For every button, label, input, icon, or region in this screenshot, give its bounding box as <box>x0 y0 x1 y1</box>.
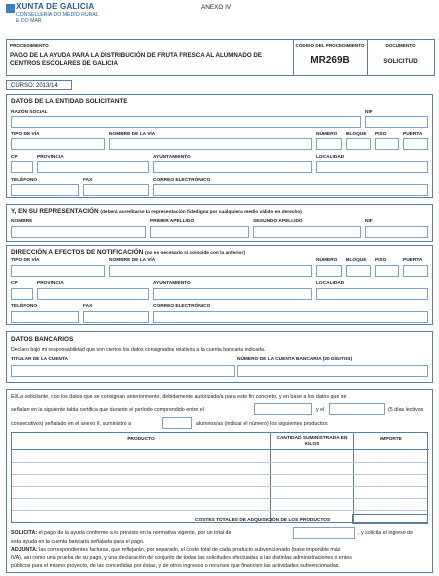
cuenta-input[interactable] <box>237 365 428 377</box>
not-ayuntamiento-label: AYUNTAMIENTO <box>153 281 191 286</box>
solicita-total-input[interactable] <box>293 527 355 539</box>
table-row-line <box>12 474 427 475</box>
decl-line2c: (5 días lectivos <box>388 407 424 413</box>
xunta-logo-icon <box>6 4 15 13</box>
not-fax-label: FAX <box>83 304 93 309</box>
procedure-header <box>6 39 435 76</box>
fecha-fin-input[interactable] <box>329 403 385 415</box>
cuenta-label: NÚMERO DE LA CUENTA BANCARIA (20 DÍGITOS) <box>237 357 353 362</box>
logo-line2: E DO MAR <box>16 18 42 24</box>
documento-value: SOLICITUD <box>383 58 418 65</box>
table-row-line <box>12 498 427 499</box>
not-telefono-input[interactable] <box>11 311 79 323</box>
bancarios-section <box>6 331 433 383</box>
not-provincia-label: PROVINCIA <box>37 281 64 286</box>
numero-input[interactable] <box>316 138 342 150</box>
table-row-line <box>12 486 427 487</box>
solicita-text3: esta ayuda en la cuenta bancaria señalada para el pago. <box>11 539 145 545</box>
solicita-label: SOLICITA: <box>11 530 38 536</box>
rep-primer-label: PRIMER APELLIDO <box>150 219 195 224</box>
documento-label: DOCUMENTO <box>385 43 416 48</box>
entidad-section <box>6 94 433 198</box>
col-importe-header: IMPORTE <box>380 437 402 442</box>
not-bloque-label: BLOQUE <box>346 258 367 263</box>
not-telefono-label: TELÉFONO <box>11 304 38 309</box>
costes-totales-label: COSTES TOTALES DE ADQUISICIÓN DE LOS PRODUCTOS <box>195 518 331 523</box>
solicita-line1 <box>11 530 231 536</box>
rep-nif-label: NIF <box>365 219 373 224</box>
adjunta-text1: las correspondientes facturas, que reflejarán, por separado, el coste total de cada producto subvencionado (base imponible más <box>39 547 341 553</box>
procedimiento-label: PROCEDIMIENTO <box>10 43 49 48</box>
piso-label: PISO <box>375 132 387 137</box>
solicita-text2: , y solicita el ingreso de <box>358 530 414 536</box>
nif-label: NIF <box>365 110 373 115</box>
rep-primer-input[interactable] <box>150 226 249 238</box>
bloque-input[interactable] <box>346 138 371 150</box>
anexo-label: ANEXO IV <box>201 4 232 11</box>
adjunta-text2: IVA), así como una prueba de su pago, y una declaración de conjunto de todas las solicitudes efectuadas a las distintas administraciones o entes <box>11 555 352 561</box>
decl-line1: El/La solicitante, con los datos que se consignan anteriormente, debidamente autorizado/a para este fin concreto, y en base a los datos que se <box>11 394 347 400</box>
not-bloque-input[interactable] <box>346 265 371 277</box>
not-piso-label: PISO <box>375 258 387 263</box>
correo-input[interactable] <box>153 184 428 196</box>
localidad-label: LOCALIDAD <box>316 155 345 160</box>
declaracion-section <box>6 389 433 573</box>
notificacion-title-text: DIRECCIÓN A EFECTOS DE NOTIFICACIÓN <box>11 249 144 256</box>
fecha-inicio-input[interactable] <box>254 403 312 415</box>
not-tipo-via-input[interactable] <box>11 265 105 277</box>
not-nombre-via-label: NOMBRE DE LA VÍA <box>109 258 156 263</box>
numero-label: NÚMERO <box>316 132 338 137</box>
cp-input[interactable] <box>11 161 33 173</box>
puerta-input[interactable] <box>403 138 428 150</box>
procedimiento-text: PAGO DE LA AYUDA PARA LA DISTRIBUCIÓN DE FRUTA FRESCA AL ALUMNADO DE CENTROS ESCOLARES DE GALICIA <box>10 52 262 67</box>
correo-label: CORREO ELECTRÓNICO <box>153 178 211 183</box>
bancarios-title: DATOS BANCARIOS <box>11 336 74 343</box>
codigo-label: CÓDIGO DEL PROCEDIMIENTO <box>295 43 365 48</box>
ayuntamiento-input[interactable] <box>153 161 312 173</box>
ayuntamiento-label: AYUNTAMIENTO <box>153 155 191 160</box>
not-puerta-label: PUERTA <box>403 258 423 263</box>
rep-nombre-label: NOMBRE <box>11 219 33 224</box>
not-tipo-via-label: TIPO DE VÍA <box>11 258 40 263</box>
representacion-note: (deberá acreditarse la representación fidedigna por cualquiera medio válido en derecho) <box>100 210 302 215</box>
bancarios-declaro: Declaro bajo mi responsabilidad que son ciertos los datos consignados relativos a la cuenta bancaria indicada. <box>11 347 266 353</box>
procedimiento-cell <box>7 40 294 75</box>
telefono-label: TELÉFONO <box>11 178 38 183</box>
col-cantidad-header: CANTIDAD SUMINISTRADA EN KILOS <box>276 436 348 447</box>
not-ayuntamiento-input[interactable] <box>153 288 312 300</box>
not-cp-input[interactable] <box>11 288 33 300</box>
titular-input[interactable] <box>11 365 235 377</box>
rep-nif-input[interactable] <box>365 226 428 238</box>
logo-line1: CONSELLERÍA DO MEDIO RURAL <box>16 12 99 18</box>
num-alumnos-input[interactable] <box>162 417 192 429</box>
fax-input[interactable] <box>83 184 149 196</box>
codigo-value: MR269B <box>310 55 350 66</box>
notificacion-note: (no es necesario si coincide con la anterior) <box>144 251 245 256</box>
costes-totales-input[interactable] <box>352 514 428 524</box>
not-fax-input[interactable] <box>83 311 149 323</box>
tipo-via-label: TIPO DE VÍA <box>11 132 40 137</box>
rep-nombre-input[interactable] <box>11 226 146 238</box>
provincia-label: PROVINCIA <box>37 155 64 160</box>
rep-segundo-label: SEGUNDO APELLIDO <box>253 219 303 224</box>
col-producto-header: PRODUCTO <box>127 437 155 442</box>
provincia-input[interactable] <box>37 161 149 173</box>
puerta-label: PUERTA <box>403 132 423 137</box>
not-correo-label: CORREO ELECTRÓNICO <box>153 304 211 309</box>
table-row-line <box>12 462 427 463</box>
decl-line2b: y el <box>316 407 325 413</box>
telefono-input[interactable] <box>11 184 79 196</box>
solicita-text1: el pago de la ayuda conforme a lo previsto en la normativa vigente, por un total de <box>38 530 232 536</box>
nombre-via-input[interactable] <box>109 138 312 150</box>
nombre-via-label: NOMBRE DE LA VÍA <box>109 132 156 137</box>
representacion-title-text: Y, EN SU REPRESENTACIÓN <box>11 208 99 215</box>
cp-label: CP <box>11 155 18 160</box>
titular-label: TITULAR DE LA CUENTA <box>11 357 69 362</box>
curso-badge: CURSO: 2013/14 <box>6 80 72 90</box>
not-numero-label: NÚMERO <box>316 258 338 263</box>
not-nombre-via-input[interactable] <box>109 265 312 277</box>
not-cp-label: CP <box>11 281 18 286</box>
razon-input[interactable] <box>11 116 361 128</box>
not-numero-input[interactable] <box>316 265 342 277</box>
notificacion-title <box>11 249 245 256</box>
razon-label: RAZÓN SOCIAL <box>11 110 48 115</box>
not-piso-input[interactable] <box>375 265 399 277</box>
not-correo-input[interactable] <box>153 311 428 323</box>
not-localidad-label: LOCALIDAD <box>316 281 345 286</box>
tipo-via-input[interactable] <box>11 138 105 150</box>
productos-table <box>11 432 428 523</box>
bloque-label: BLOQUE <box>346 132 367 137</box>
representacion-section <box>6 204 433 242</box>
codigo-cell <box>293 40 368 75</box>
piso-input[interactable] <box>375 138 399 150</box>
localidad-input[interactable] <box>316 161 428 173</box>
notificacion-section <box>6 245 433 325</box>
adjunta-label: ADJUNTA: <box>11 547 38 553</box>
table-row-line <box>12 510 427 511</box>
fax-label: FAX <box>83 178 93 183</box>
not-localidad-input[interactable] <box>316 288 428 300</box>
decl-line2a: señalan en la siguiente tabla certifica que durante el período comprendido entre el <box>11 407 204 413</box>
documento-cell <box>367 40 434 75</box>
nif-input[interactable] <box>365 116 428 128</box>
not-puerta-input[interactable] <box>403 265 428 277</box>
logo-title: XUNTA DE GALICIA <box>16 2 95 11</box>
decl-line3b: alumnos/as (indicar el número) los siguientes productos: <box>196 421 329 427</box>
decl-line3a: consecutivos) señalado en el anexo II, suministró a <box>11 421 132 427</box>
rep-segundo-input[interactable] <box>253 226 361 238</box>
not-provincia-input[interactable] <box>37 288 149 300</box>
entidad-title: DATOS DE LA ENTIDAD SOLICITANTE <box>11 98 128 105</box>
adjunta-line1 <box>11 547 340 553</box>
representacion-title <box>11 208 302 215</box>
adjunta-text3: públicos para el mismo proyecto, de las concedidas por éstas, y de otros ingresos o recursos que financien las actividades subvencionadas. <box>11 563 340 569</box>
